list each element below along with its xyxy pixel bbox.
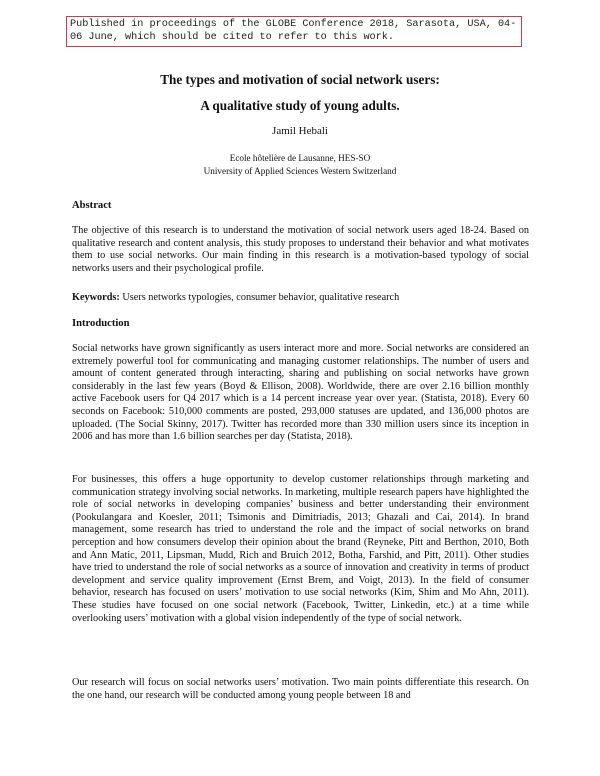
keywords-text: Users networks typologies, consumer behavior, qualitative research (122, 292, 400, 303)
keywords-label: Keywords: (72, 292, 120, 303)
abstract-heading: Abstract (72, 200, 112, 211)
affiliation-line: Ecole hôtelière de Lausanne, HES-SO (229, 153, 371, 163)
abstract-text: The objective of this research is to understand the motivation of social network users aged 18-24. Based on qualitative research and content analysis, this study proposes to understand their behavior and what motivates them to use social networks. Our main finding in this research is a motivation-based typology of social networks users and their psychological profile. (72, 225, 529, 274)
author-name: Jamil Hebali (272, 125, 328, 137)
intro-paragraph: For businesses, this offers a huge opportunity to develop customer relationships through marketing and communication strategy involving social networks. In marketing, multiple research papers have highlighted the role of social networks in developing companies’ business and better understanding their environment (Pookulangara and Koesler, 2011; Tsimonis and Dimitriadis, 2013; Ghazali and Cai, 2014). In brand management, some research has tried to understand the role and the impact of social networks on brand perception and how consumers develop their opinion about the brand (Reyneke, Pitt and Berthon, 2010, Both and Ann Matic, 2011, Lipsman, Mudd, Rich and Bruich 2012, Botha, Farshid, and Pitt, 2011). Other studies have tried to understand the role of social networks as a source of innovation and creativity in terms of product development and service quality improvement (Ernst Brem, and Voigt, 2013). In the field of consumer behavior, research has focused on users’ motivation to use social networks (Kim, Shim and Mo Ahn, 2011). These studies have focused on one social network (Facebook, Twitter, Linkedin, etc.) at a time while overlooking users’ motivation with a global vision independently of the type of social network. (72, 474, 529, 624)
intro-paragraph: Our research will focus on social networks users’ motivation. Two main points differentiate this research. On the one hand, our research will be conducted among young people between 18 and (72, 677, 529, 701)
introduction-heading: Introduction (72, 318, 130, 329)
intro-paragraph: Social networks have grown significantly as users interact more and more. Social networks are considered an extremely powerful tool for communicating and managing customer relationships. The number of users and amount of content generated through interacting, sharing and publishing on social networks have grown considerably in the last few years (Boyd & Ellison, 2008). Worldwide, there are over 2.16 billion monthly active Facebook users for Q4 2017 which is a 14 percent increase year over year. (Statista, 2018). Every 60 seconds on Facebook: 510,000 comments are posted, 293,000 statuses are updated, and 136,000 photos are uploaded. (The Social Skinny, 2017). Twitter has recorded more than 330 million users since its inception in 2006 and has more than 1.6 billion searches per day (Statista, 2018). (72, 343, 529, 443)
keywords (72, 292, 529, 305)
paper-title: The types and motivation of social network users: (160, 72, 440, 87)
paper-subtitle: A qualitative study of young adults. (200, 98, 400, 113)
affiliation (0, 152, 600, 177)
publication-notice: Published in proceedings of the GLOBE Conference 2018, Sarasota, USA, 04-06 June, which should be cited to refer to this work. (66, 16, 522, 47)
affiliation-line: University of Applied Sciences Western Switzerland (203, 165, 397, 176)
